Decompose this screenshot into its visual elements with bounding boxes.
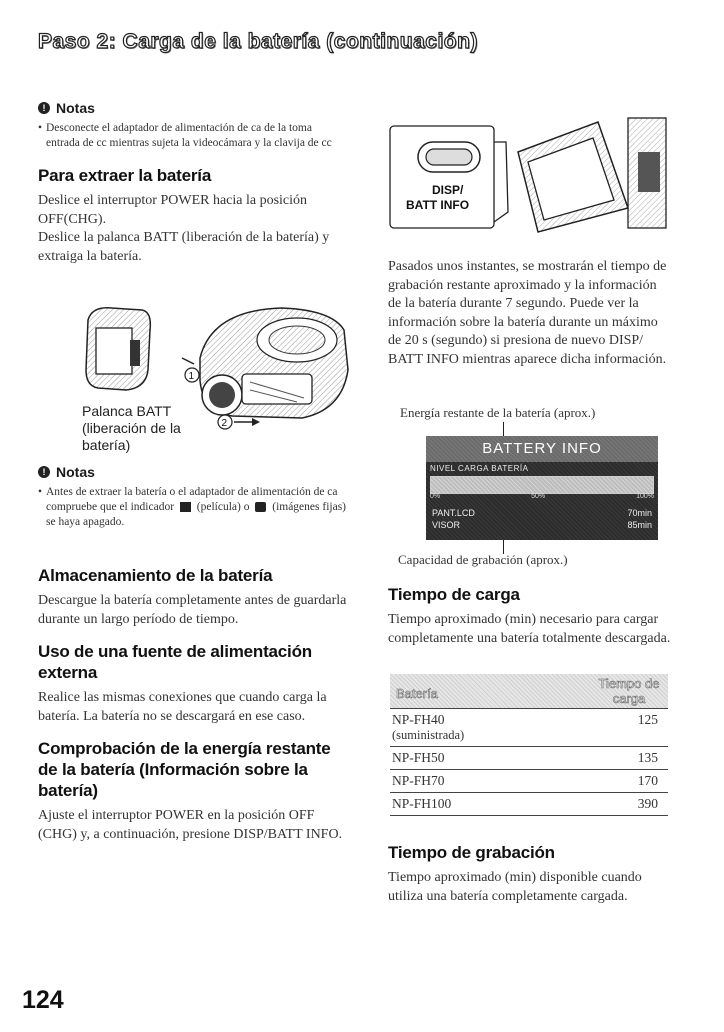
caption-remaining-energy: Energía restante de la batería (aprox.) xyxy=(400,405,596,420)
charge-time-rows xyxy=(390,709,668,816)
screen-title-bar xyxy=(426,436,658,462)
check-text: Ajuste el interruptor POWER en la posición OFF (CHG) y, a continuación, presione DISP/BATT INFO. xyxy=(38,808,343,842)
camera-icon xyxy=(255,502,266,512)
note-item-2-part-a: Antes de extraer la batería o el adaptador de alimentación de ca compruebe que el indicador xyxy=(46,486,338,513)
note-item-2-part-b: (película) o xyxy=(196,501,250,513)
battery-lever-label: Palanca BATT (liberación de la batería) xyxy=(82,403,181,453)
callout-2: 2 xyxy=(221,418,228,429)
note-icon: ! xyxy=(38,102,50,114)
disp-batt-info-figure xyxy=(388,112,668,237)
scale-100: 100% xyxy=(636,493,654,500)
notes-block-2 xyxy=(38,464,348,530)
section-title-external: Uso de una fuente de alimentación externa xyxy=(38,642,312,682)
notes-title-2: Notas xyxy=(56,464,95,480)
lcd-value: 70min xyxy=(627,508,652,518)
notes-title: Notas xyxy=(56,100,95,116)
screen-title: BATTERY INFO xyxy=(482,440,602,457)
level-label: NIVEL CARGA BATERÍA xyxy=(430,464,529,473)
header-charge-time: Tiempo de carga xyxy=(598,676,660,706)
note-icon: ! xyxy=(38,466,50,478)
row-model: NP-FH70 xyxy=(390,770,585,793)
row-model: NP-FH100 xyxy=(390,793,585,816)
table-row xyxy=(390,793,668,816)
row-value: 390 xyxy=(585,793,668,816)
section-title-recording-time: Tiempo de grabación xyxy=(388,843,555,862)
row-battery xyxy=(390,709,585,747)
battery-level-bar xyxy=(430,476,654,494)
section-title-check: Comprobación de la energía restante de la batería (Información sobre la batería) xyxy=(38,739,331,800)
scale-0: 0% xyxy=(430,493,441,500)
storage-text: Descargue la batería completamente antes de guardarla durante un largo período de tiempo. xyxy=(38,593,347,627)
viewfinder-value: 85min xyxy=(627,520,652,530)
external-text: Realice las mismas conexiones que cuando carga la batería. La batería no se descargará en ese caso. xyxy=(38,690,327,724)
table-row xyxy=(390,770,668,793)
table-header xyxy=(390,674,668,709)
page-header: Paso 2: Carga de la batería (continuación) xyxy=(38,30,478,53)
lcd-row xyxy=(432,508,652,518)
charge-time-table xyxy=(390,674,668,816)
scale-50: 50% xyxy=(531,493,546,500)
section-title-storage: Almacenamiento de la batería xyxy=(38,566,273,585)
battery-info-description: Pasados unos instantes, se mostrarán el tiempo de grabación restante aproximado y la información de la batería durante 7 segundo. Puede ver la información sobre la batería durante un máximo de 20 s (segundo) si presiona de nuevo DISP/ BATT INFO mientras aparece dicha información. xyxy=(388,259,667,367)
notes-heading xyxy=(38,100,348,116)
viewfinder-row xyxy=(432,520,652,530)
extract-paragraph-1: Deslice el interruptor POWER hacia la posición OFF(CHG). xyxy=(38,193,308,227)
callout-1: 1 xyxy=(188,371,195,382)
section-title-charge-time: Tiempo de carga xyxy=(388,585,520,604)
battery-info-screen xyxy=(426,436,658,540)
movie-icon xyxy=(180,502,191,512)
charge-time-text: Tiempo aproximado (min) necesario para cargar completamente una batería totalmente descargada. xyxy=(388,612,671,646)
extract-paragraph-2: Deslice la palanca BATT (liberación de la batería) y extraiga la batería. xyxy=(38,230,330,264)
note-item-2 xyxy=(46,485,346,530)
row-model: NP-FH40 xyxy=(392,712,445,727)
row-note: (suministrada) xyxy=(392,728,465,742)
notes-heading-2 xyxy=(38,464,348,480)
battery-level-fill xyxy=(431,477,653,493)
note-item: • Desconecte el adaptador de alimentación de ca de la toma entrada de cc mientras sujeta la videocámara y la clavija de cc xyxy=(46,121,346,151)
row-value: 170 xyxy=(585,770,668,793)
disp-label-1: DISP/ xyxy=(432,183,464,197)
viewfinder-label: VISOR xyxy=(432,520,461,530)
table-row xyxy=(390,709,668,747)
page-number: 124 xyxy=(22,986,64,1014)
left-column-lower xyxy=(38,565,350,844)
recording-time-section xyxy=(388,842,672,906)
recording-capacity-panel xyxy=(432,508,652,530)
row-value: 135 xyxy=(585,747,668,770)
table-row xyxy=(390,747,668,770)
row-model: NP-FH50 xyxy=(390,747,585,770)
section-title-extract: Para extraer la batería xyxy=(38,166,212,185)
disp-button-illustration xyxy=(388,112,668,237)
caption-recording-capacity: Capacidad de grabación (aprox.) xyxy=(398,552,568,567)
level-scale xyxy=(430,493,654,500)
note-item-2-part-c: (imágenes fijas) se haya apagado. xyxy=(46,501,346,528)
row-value: 125 xyxy=(585,709,668,747)
header-battery: Batería xyxy=(396,686,438,701)
recording-time-text: Tiempo aproximado (min) disponible cuando utiliza una batería completamente cargada. xyxy=(388,870,642,904)
disp-label-2: BATT INFO xyxy=(406,198,470,212)
charge-time-section xyxy=(388,584,672,648)
left-column xyxy=(38,100,348,266)
lcd-label: PANT.LCD xyxy=(432,508,475,518)
